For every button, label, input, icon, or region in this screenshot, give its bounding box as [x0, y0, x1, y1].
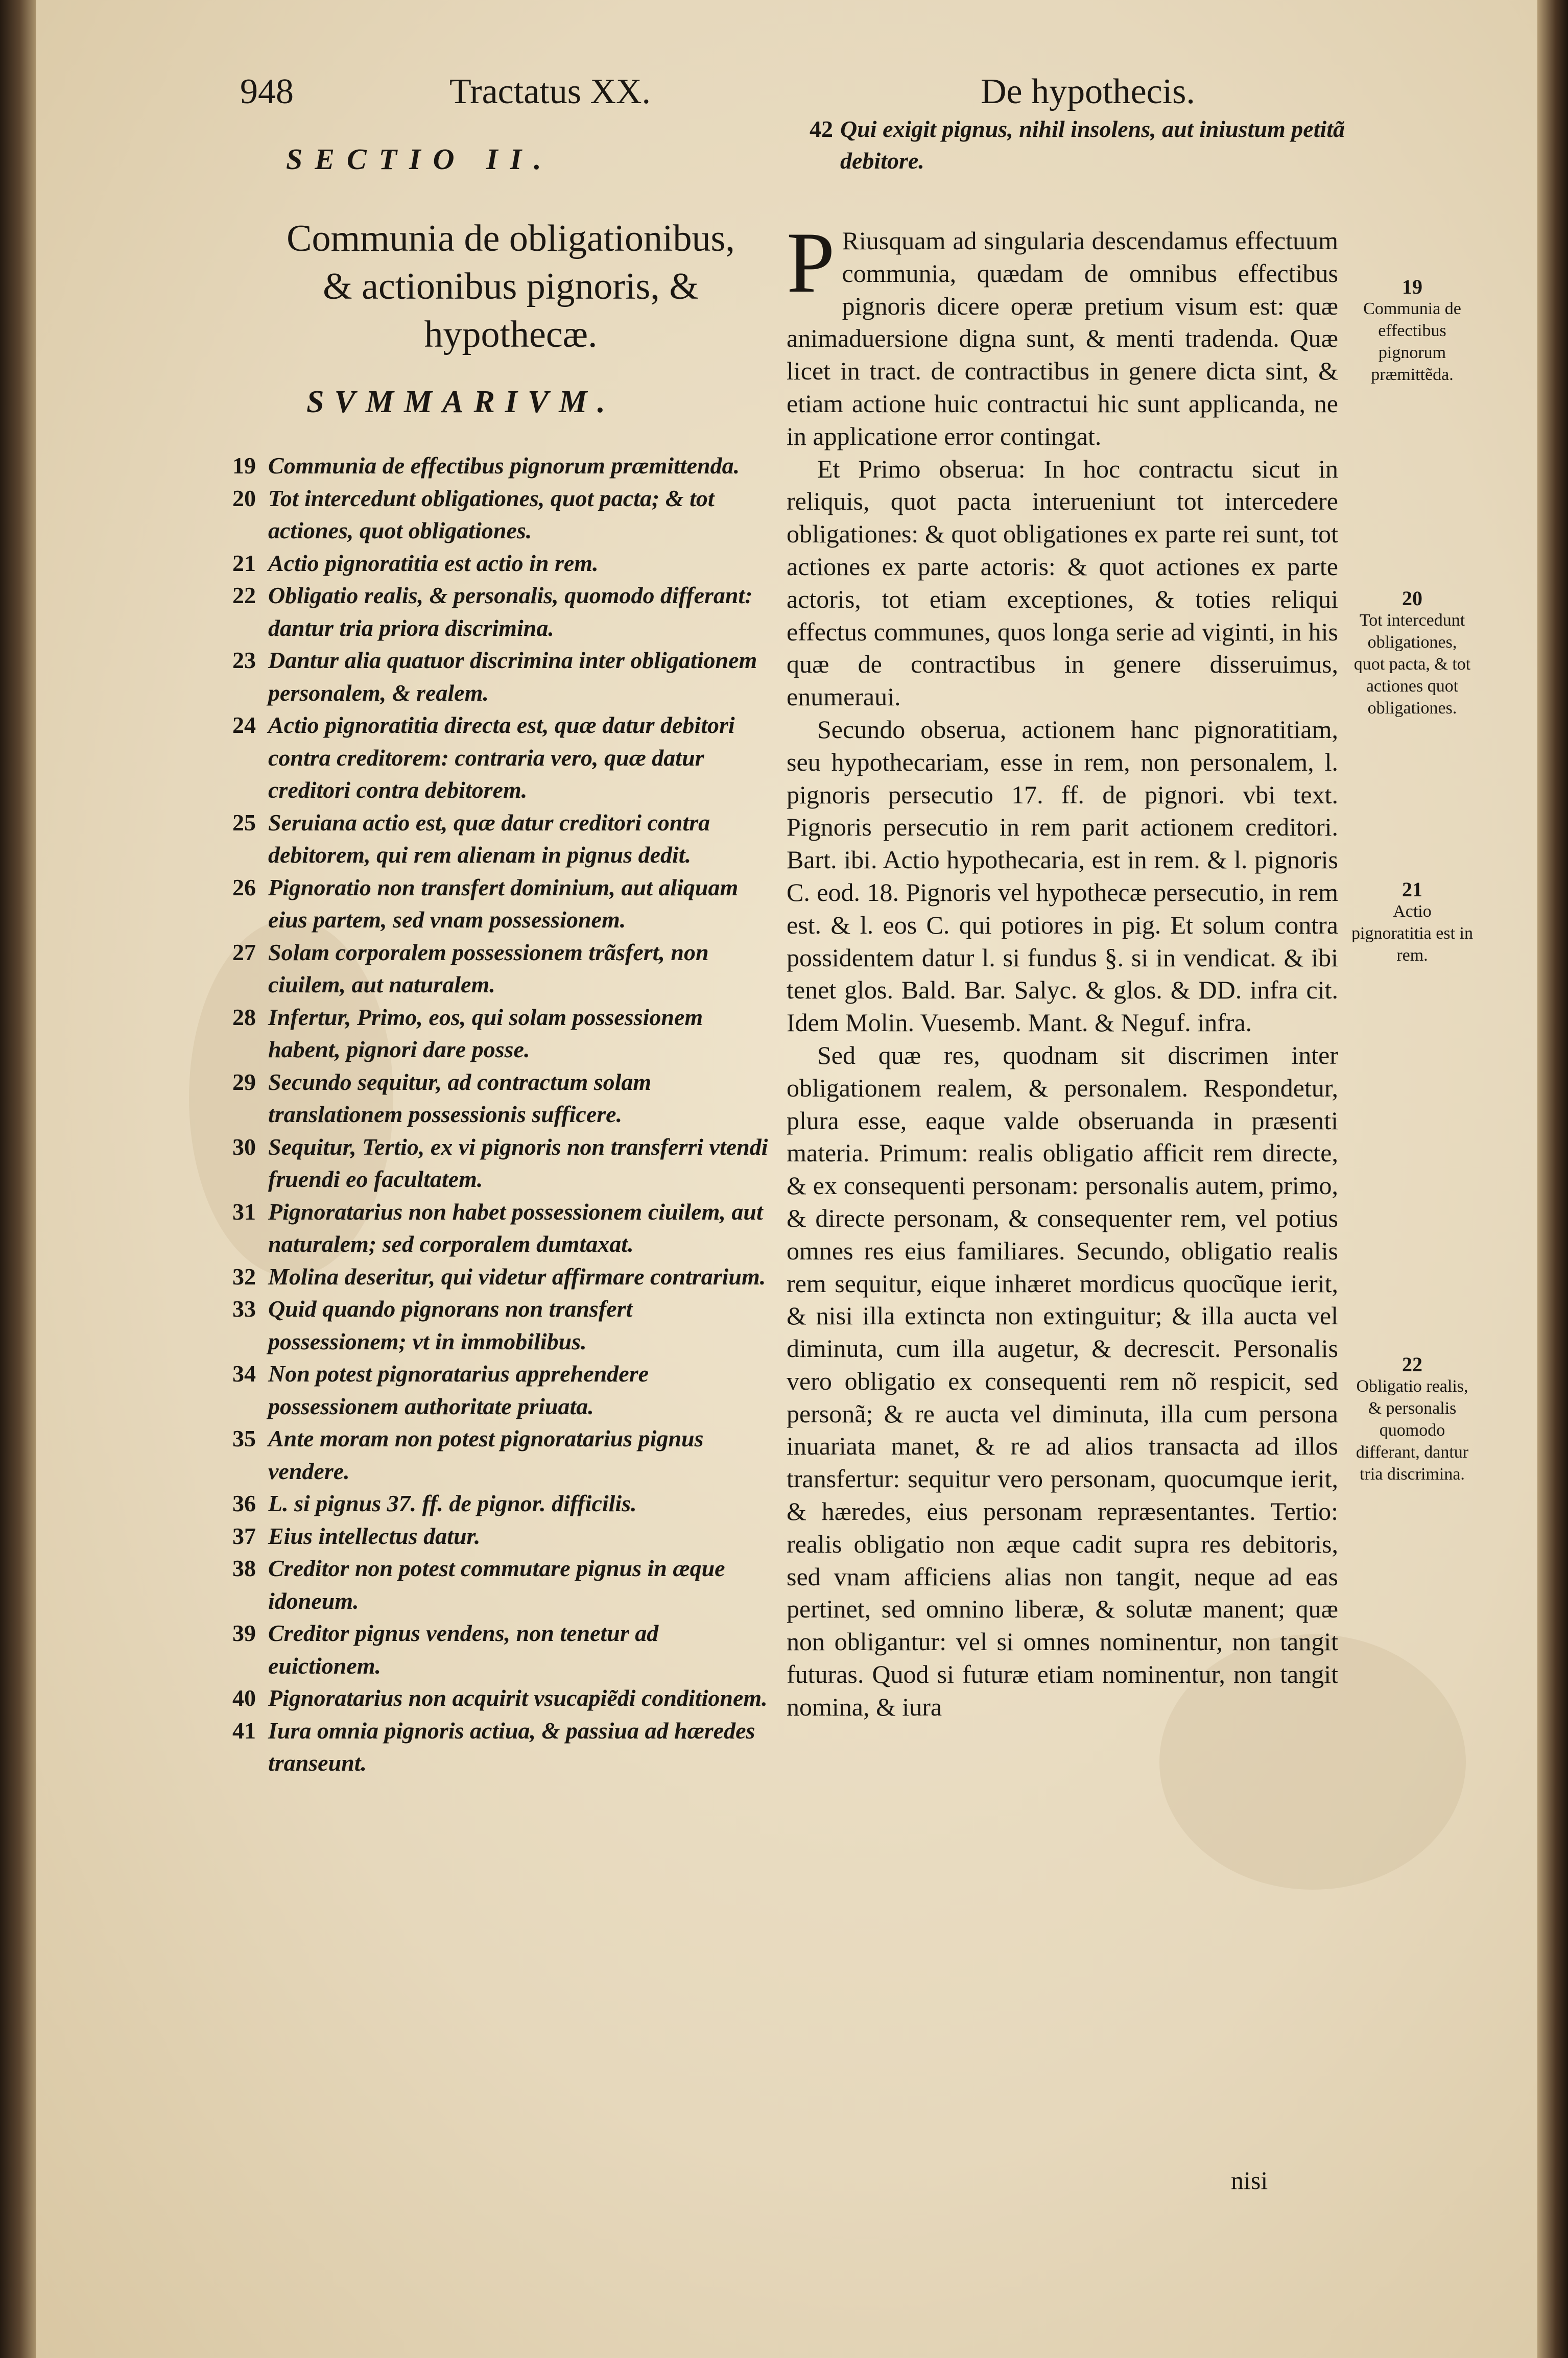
summary-item-text: Seruiana actio est, quæ datur creditori contra debitorem, qui rem alienam in pignus dedit.: [268, 809, 710, 868]
summary-item: [232, 1260, 774, 1293]
summary-item-text: Molina deseritur, qui videtur affirmare contrarium.: [268, 1263, 766, 1290]
summary-item-number: 34: [232, 1361, 256, 1387]
body-paragraph: Secundo obserua, actionem hanc pignoratitiam, seu hypothecariam, esse in rem, non personalem, l. pignoris persecutio 17. ff. de pignori. vbi text. Pignoris persecutio in rem parit actionem creditori. Bart. ibi. Actio hypothecaria, est in rem. & l. pignoris C. eod. 18. Pignoris vel hypothecæ persecutio, in rem est. & l. eos C. qui potiores in pig. Et solum contra possidentem datur l. si fundus §. si in vendicat. & ibi tenet glos. Bald. Bar. Salyc. & glos. & DD. infra cit. Idem Molin. Vuesemb. Mant. & Neguf. infra.: [787, 714, 1338, 1037]
margin-note-number: 19: [1402, 275, 1422, 298]
summary-item: [232, 1001, 774, 1066]
summary-item-number: 28: [232, 1004, 256, 1030]
margin-note-text: Communia de effectibus pignorum præmittẽda.: [1363, 299, 1461, 384]
summary-item-number: 22: [232, 582, 256, 608]
main-text-column: [787, 215, 1338, 1724]
summary-list: [232, 449, 774, 1779]
page-number: 948: [240, 72, 294, 111]
summary-item: [232, 1293, 774, 1357]
summary-item-text: Pignoratarius non acquirit vsucapiẽdi conditionem.: [268, 1685, 768, 1711]
summary-item: [232, 1131, 774, 1196]
summary-item: [232, 936, 774, 1001]
summary-item-number: 20: [232, 485, 256, 511]
summary-item-number: 24: [232, 712, 256, 738]
margin-note: [1351, 587, 1474, 719]
margin-note: [1351, 276, 1474, 386]
section-heading: SECTIO II.: [286, 142, 554, 176]
summary-item: [232, 1714, 774, 1779]
summary-item: [232, 1487, 774, 1520]
summary-item-text: Actio pignoratitia est actio in rem.: [268, 550, 599, 576]
summary-item-text: Pignoratio non transfert dominium, aut aliquam eius partem, sed vnam possessionem.: [268, 874, 739, 933]
summary-item-text: Pignoratarius non habet possessionem ciuilem, aut naturalem; sed corporalem dumtaxat.: [268, 1198, 763, 1257]
summary-item-text: L. si pignus 37. ff. de pignor. difficilis.: [268, 1490, 637, 1516]
summary-item: [232, 1422, 774, 1487]
summary-item: [232, 1520, 774, 1553]
body-paragraph: Et Primo obserua: In hoc contractu sicut in reliquis, quot pacta interueniunt tot intercedere obligationes: & quot obligationes ex parte rei sunt, tot actiones ex parte actoris: & quot actiones ex parte actoris, tot etiam exceptiones, & toties reliqui effectus communes, quos longa serie ad viginti, in his quæ de contractibus in genere disseruimus, enumeraui.: [787, 454, 1338, 711]
summary-item-number: 33: [232, 1296, 256, 1322]
binding-right: [1537, 0, 1568, 2358]
section-title-line: Communia de obligationibus,: [287, 218, 735, 259]
summary-item-number: 37: [232, 1522, 256, 1549]
summary-item-text: Iura omnia pignoris actiua, & passiua ad hæredes transeunt.: [268, 1717, 755, 1776]
summary-item-text: Creditor pignus vendens, non tenetur ad euictionem.: [268, 1620, 659, 1679]
summary-item-number: 23: [232, 647, 256, 673]
summary-item-text: Solam corporalem possessionem trãsfert, non ciuilem, aut naturalem.: [268, 939, 709, 997]
summary-item: [232, 1196, 774, 1260]
summary-item-text: Communia de effectibus pignorum præmittenda.: [268, 452, 740, 479]
summary-item: [232, 1552, 774, 1617]
summary-item-number: 32: [232, 1263, 256, 1290]
summary-item-text: Eius intellectus datur.: [268, 1522, 481, 1549]
summary-item: [232, 1617, 774, 1682]
summary-item-text: Sequitur, Tertio, ex vi pignoris non transferri vtendi fruendi eo facultatem.: [268, 1133, 768, 1192]
summary-item: [232, 1066, 774, 1131]
catchword: nisi: [1231, 2166, 1268, 2195]
summary-item-number: 38: [232, 1555, 256, 1581]
margin-note-text: Obligatio realis, & personalis quomodo differant, dantur tria discrimina.: [1356, 1377, 1469, 1484]
summary-item-text: Ante moram non potest pignoratarius pignus vendere.: [268, 1425, 704, 1484]
body-paragraph: Sed quæ res, quodnam sit discrimen inter obligationem realem, & personalem. Respondetur, plura esse, eaque valde obseruanda in præsenti materia. Primum: realis obligatio afficit rem directe, & ex consequenti personam: personalis autem, primo, & directe personam, & consequenter rem, vel potius omnes res eius familiares. Secundo, obligatio realis rem sequitur, eique inhæret mordicus quocũque ierit, & nisi illa extincta non extinguitur; & illa aucta vel diminuta, cum illa augetur, & decrescit. Personalis vero obligatio ex consequenti rem nõ respicit, sed personã; & re aucta vel diminuta, illa cum persona inuariata manet, & re ad alios transacta ad illos transfertur: sequitur vero personam, quocumque ierit, & hæredes, eius personam repræsentantes. Tertio: realis obligatio non æque cadit supra res debitoris, sed vnam afficiens alias non tangit, neque ad eas pertinet, sed omnino liberæ, & solutæ manent; quæ non obligantur: vel si omnes nominentur, non tangit futuras. Quod si futuræ etiam nominentur, non tangit nomina, & iura: [787, 1040, 1338, 1721]
treatise-title: Tractatus XX.: [449, 72, 651, 111]
summary-item-number: 35: [232, 1425, 256, 1451]
summary-item-text: Infertur, Primo, eos, qui solam possessionem habent, pignori dare posse.: [268, 1004, 703, 1062]
summary-item-number: 41: [232, 1717, 256, 1744]
margin-note-text: Actio pignoratitia est in rem.: [1351, 902, 1473, 965]
summary-item-number: 36: [232, 1490, 256, 1516]
summary-item: [232, 871, 774, 936]
summary-item-number: 31: [232, 1198, 256, 1225]
section-title-line: hypothecæ.: [424, 314, 598, 355]
summary-item: [232, 644, 774, 709]
summary-item-number: 19: [232, 452, 256, 479]
summary-item-text: Quid quando pignorans non transfert possessionem; vt in immobilibus.: [268, 1296, 633, 1354]
summary-item-number: 39: [232, 1620, 256, 1646]
body-paragraph: PRiusquam ad singularia descendamus effectuum communia, quædam de omnibus effectibus pignoris dicere operæ pretium visum est: quæ animaduersione digna sunt, & menti tradenda. Quæ licet in tract. de contractibus in genere dicta sint, & etiam actione huic contractui hic sunt applicanda, ne in applicatione error contingat.: [787, 215, 1338, 450]
summary-item-number: 26: [232, 874, 256, 900]
summary-item-number: 21: [232, 550, 256, 576]
summary-item: [232, 806, 774, 871]
margin-note-number: 22: [1402, 1353, 1422, 1376]
summarium-heading: SVMMARIVM.: [306, 385, 615, 419]
summary-item-text: Obligatio realis, & personalis, quomodo differant: dantur tria priora discrimina.: [268, 582, 753, 641]
summary-item-number: 40: [232, 1685, 256, 1711]
summary-item-text: Tot intercedunt obligationes, quot pacta; & tot actiones, quot obligationes.: [268, 485, 715, 543]
subject-title: De hypothecis.: [981, 72, 1195, 111]
summary-item: [232, 579, 774, 644]
summary-item: [232, 709, 774, 806]
margin-note: [1351, 878, 1474, 966]
margin-note: [1351, 1353, 1474, 1485]
margin-note-number: 21: [1402, 878, 1422, 901]
summary-item-text: Qui exigit pignus, nihil insolens, aut iniustum petitã debitore.: [840, 116, 1345, 174]
summary-item-number: 25: [232, 809, 256, 836]
section-title-line: & actionibus pignoris, &: [323, 266, 699, 307]
margin-note-number: 20: [1402, 587, 1422, 610]
summary-item: [232, 482, 774, 547]
summary-item: [232, 1357, 774, 1422]
summary-item-text: Dantur alia quatuor discrimina inter obligationem personalem, & realem.: [268, 647, 757, 706]
summary-item-number: 30: [232, 1133, 256, 1160]
summary-item-number: 29: [232, 1068, 256, 1095]
summary-item-42: [810, 113, 1376, 177]
summary-item-text: Actio pignoratitia directa est, quæ datur debitori contra creditorem: contraria vero, quæ datur creditori contra debitorem.: [268, 712, 735, 803]
summary-item-number: 27: [232, 939, 256, 965]
section-title: [230, 215, 792, 359]
summary-item: [232, 449, 774, 482]
margin-note-text: Tot intercedunt obligationes, quot pacta, & tot actiones quot obligationes.: [1353, 611, 1471, 718]
summary-item-text: Creditor non potest commutare pignus in æque idoneum.: [268, 1555, 725, 1614]
summary-item: [232, 1682, 774, 1714]
running-header: [235, 72, 1353, 117]
summary-item-number: 42: [810, 116, 833, 142]
summary-item-text: Non potest pignoratarius apprehendere possessionem authoritate priuata.: [268, 1361, 649, 1419]
binding-left: [0, 0, 36, 2358]
summary-item-text: Secundo sequitur, ad contractum solam translationem possessionis sufficere.: [268, 1068, 652, 1127]
summary-item: [232, 547, 774, 580]
